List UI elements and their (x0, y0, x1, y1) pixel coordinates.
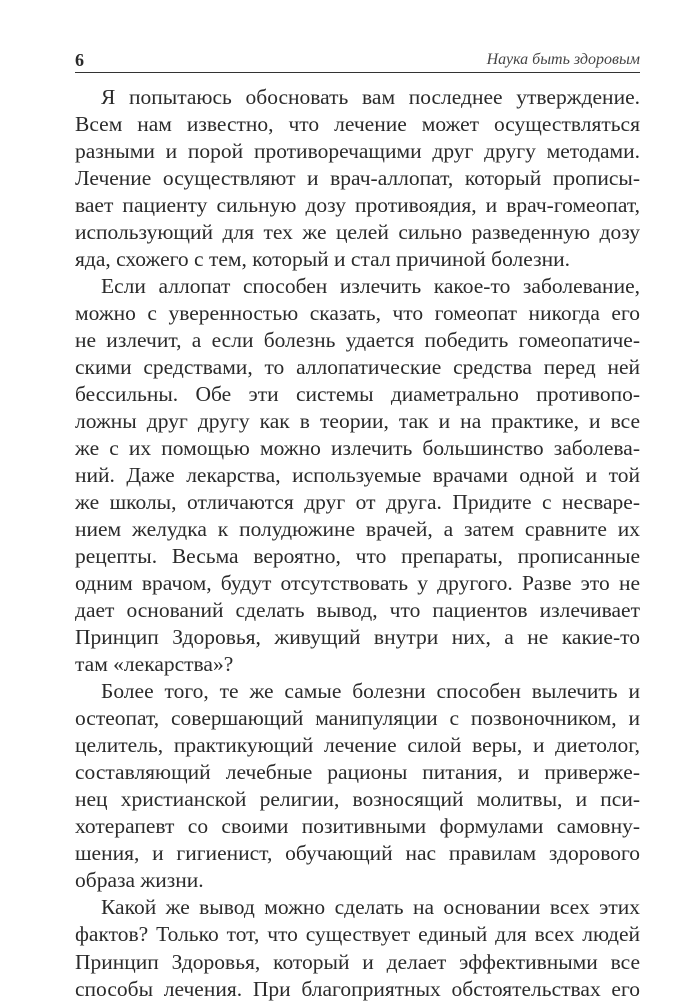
text-line: Принцип Здоровья, который и делает эффективными все (75, 949, 640, 974)
text-line: одним врачом, будут отсутствовать у другого. Разве это не (75, 571, 640, 596)
text-line: хотерапевт со своими позитивными формулами самовну- (75, 814, 640, 839)
text-line: целитель, практикующий лечение силой веры, и диетолог, (75, 733, 640, 758)
text-line: рецепты. Весьма вероятно, что препараты, прописанные (75, 544, 640, 569)
page-number: 6 (75, 50, 84, 70)
text-line: Какой же вывод можно сделать на основании всех этих (101, 895, 640, 920)
text-line: нец христианской религии, возносящий молитвы, и пси- (75, 787, 640, 812)
text-line: же школы, отличаются друг от друга. Придите с несваре- (75, 490, 640, 515)
text-line: ний. Даже лекарства, используемые врачами одной и той (75, 463, 640, 488)
paragraph (75, 273, 640, 678)
text-line: остеопат, совершающий манипуляции с позвоночником, и (75, 706, 640, 731)
paragraph (75, 678, 640, 894)
text-line: дает оснований сделать вывод, что пациентов излечивает (75, 598, 640, 623)
text-line: Я попытаюсь обосновать вам последнее утверждение. (101, 85, 640, 109)
text-line: использующий для тех же целей сильно разведенную дозу (75, 220, 640, 245)
page-body (75, 84, 640, 1003)
text-line: фактов? Только тот, что существует единый для всех людей (75, 922, 640, 947)
paragraph (75, 894, 640, 1002)
text-line: там «лекарства»? (75, 652, 234, 677)
text-line: не излечит, а если болезнь удается победить гомеопатиче- (75, 328, 640, 353)
text-line: шения, и гигиенист, обучающий нас правилам здорового (75, 841, 640, 866)
text-line: разными и порой противоречащими друг другу методами. (75, 139, 640, 164)
text-line: можно с уверенностью сказать, что гомеопат никогда его (75, 301, 640, 326)
page-header (75, 48, 640, 73)
text-line: яда, схожего с тем, который и стал причиной болезни. (75, 247, 570, 272)
text-line: бессильны. Обе эти системы диаметрально противопо- (75, 382, 640, 407)
paragraph (75, 84, 640, 273)
text-line: образа жизни. (75, 868, 204, 893)
text-line: же с их помощью можно излечить большинство заболева- (75, 436, 640, 461)
text-line: составляющий лечебные рационы питания, и привержe- (75, 760, 640, 785)
text-line: Более того, те же самые болезни способен вылечить и (101, 679, 640, 704)
text-line: Всем нам известно, что лечение может осуществляться (75, 112, 640, 137)
text-line: скими средствами, то аллопатические средства перед ней (75, 355, 640, 380)
text-line: вает пациенту сильную дозу противоядия, и врач-гомеопат, (75, 193, 640, 218)
text-line: нием желудка к полудюжине врачей, а затем сравните их (75, 517, 640, 542)
running-title: Наука быть здоровым (486, 51, 640, 68)
text-line: Принцип Здоровья, живущий внутри них, а не какие-то (75, 625, 640, 650)
text-line: Лечение осуществляют и врач-аллопат, который прописы- (75, 166, 640, 191)
text-line: способы лечения. При благоприятных обстоятельствах его (75, 976, 640, 1001)
text-line: Если аллопат способен излечить какое-то заболевание, (101, 274, 640, 299)
text-line: ложны друг другу как в теории, так и на практике, и все (75, 409, 640, 434)
